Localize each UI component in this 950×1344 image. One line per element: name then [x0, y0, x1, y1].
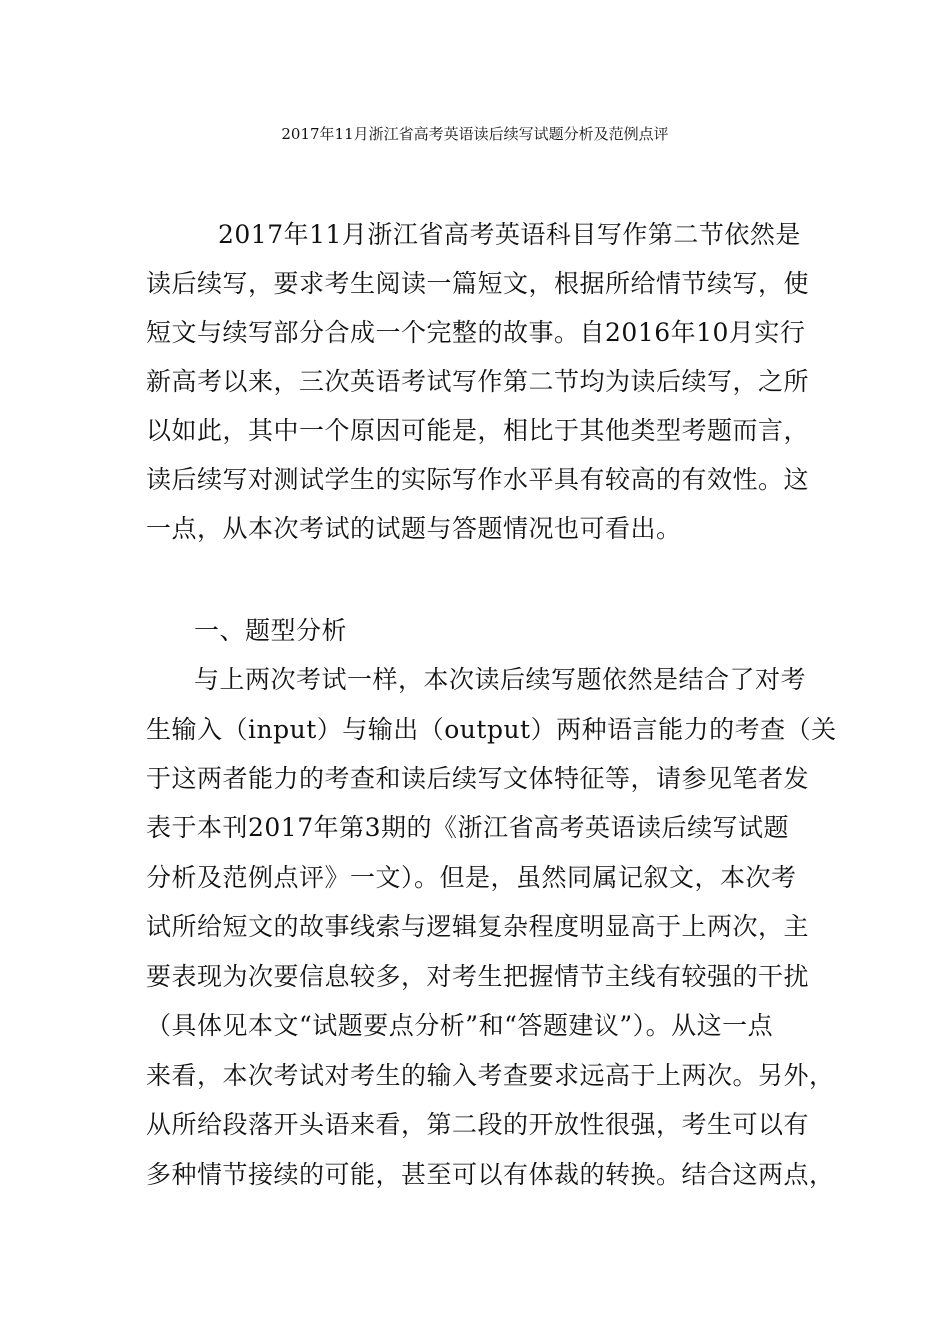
body-line: 分析及范例点评》一文）。但是，虽然同属记叙文，本次考 [146, 863, 797, 892]
section-heading: 一、题型分析 [194, 616, 348, 645]
intro-line: 短文与续写部分合成一个完整的故事。自2016年10月实行 [146, 318, 806, 347]
intro-line: 一点，从本次考试的试题与答题情况也可看出。 [146, 514, 682, 543]
intro-line: 读后续写对测试学生的实际写作水平具有较高的有效性。这 [146, 465, 810, 494]
intro-line: 读后续写，要求考生阅读一篇短文，根据所给情节续写，使 [146, 269, 810, 298]
intro-line: 以如此，其中一个原因可能是，相比于其他类型考题而言， [146, 416, 810, 445]
intro-line: 新高考以来，三次英语考试写作第二节均为读后续写，之所 [146, 367, 810, 396]
body-line: 试所给短文的故事线索与逻辑复杂程度明显高于上两次，主 [146, 912, 810, 941]
body-line: 多种情节接续的可能，甚至可以有体裁的转换。结合这两点， [146, 1160, 835, 1189]
body-line: （具体见本文“试题要点分析”和“答题建议”）。从这一点 [146, 1011, 774, 1040]
body-line: 与上两次考试一样，本次读后续写题依然是结合了对考 [194, 665, 807, 694]
body-line: 从所给段落开头语来看，第二段的开放性很强，考生可以有 [146, 1110, 810, 1139]
body-line: 来看，本次考试对考生的输入考查要求远高于上两次。另外， [146, 1061, 835, 1090]
body-line: 生输入（input）与输出（output）两种语言能力的考查（关 [146, 715, 837, 744]
body-line: 于这两者能力的考查和读后续写文体特征等，请参见笔者发 [146, 764, 810, 793]
intro-line: 2017年11月浙江省高考英语科目写作第二节依然是 [218, 220, 801, 249]
body-line: 要表现为次要信息较多，对考生把握情节主线有较强的干扰 [146, 962, 810, 991]
document-title: 2017年11月浙江省高考英语读后续写试题分析及范例点评 [281, 125, 669, 143]
body-line: 表于本刊2017年第3期的《浙江省高考英语读后续写试题 [146, 813, 790, 842]
